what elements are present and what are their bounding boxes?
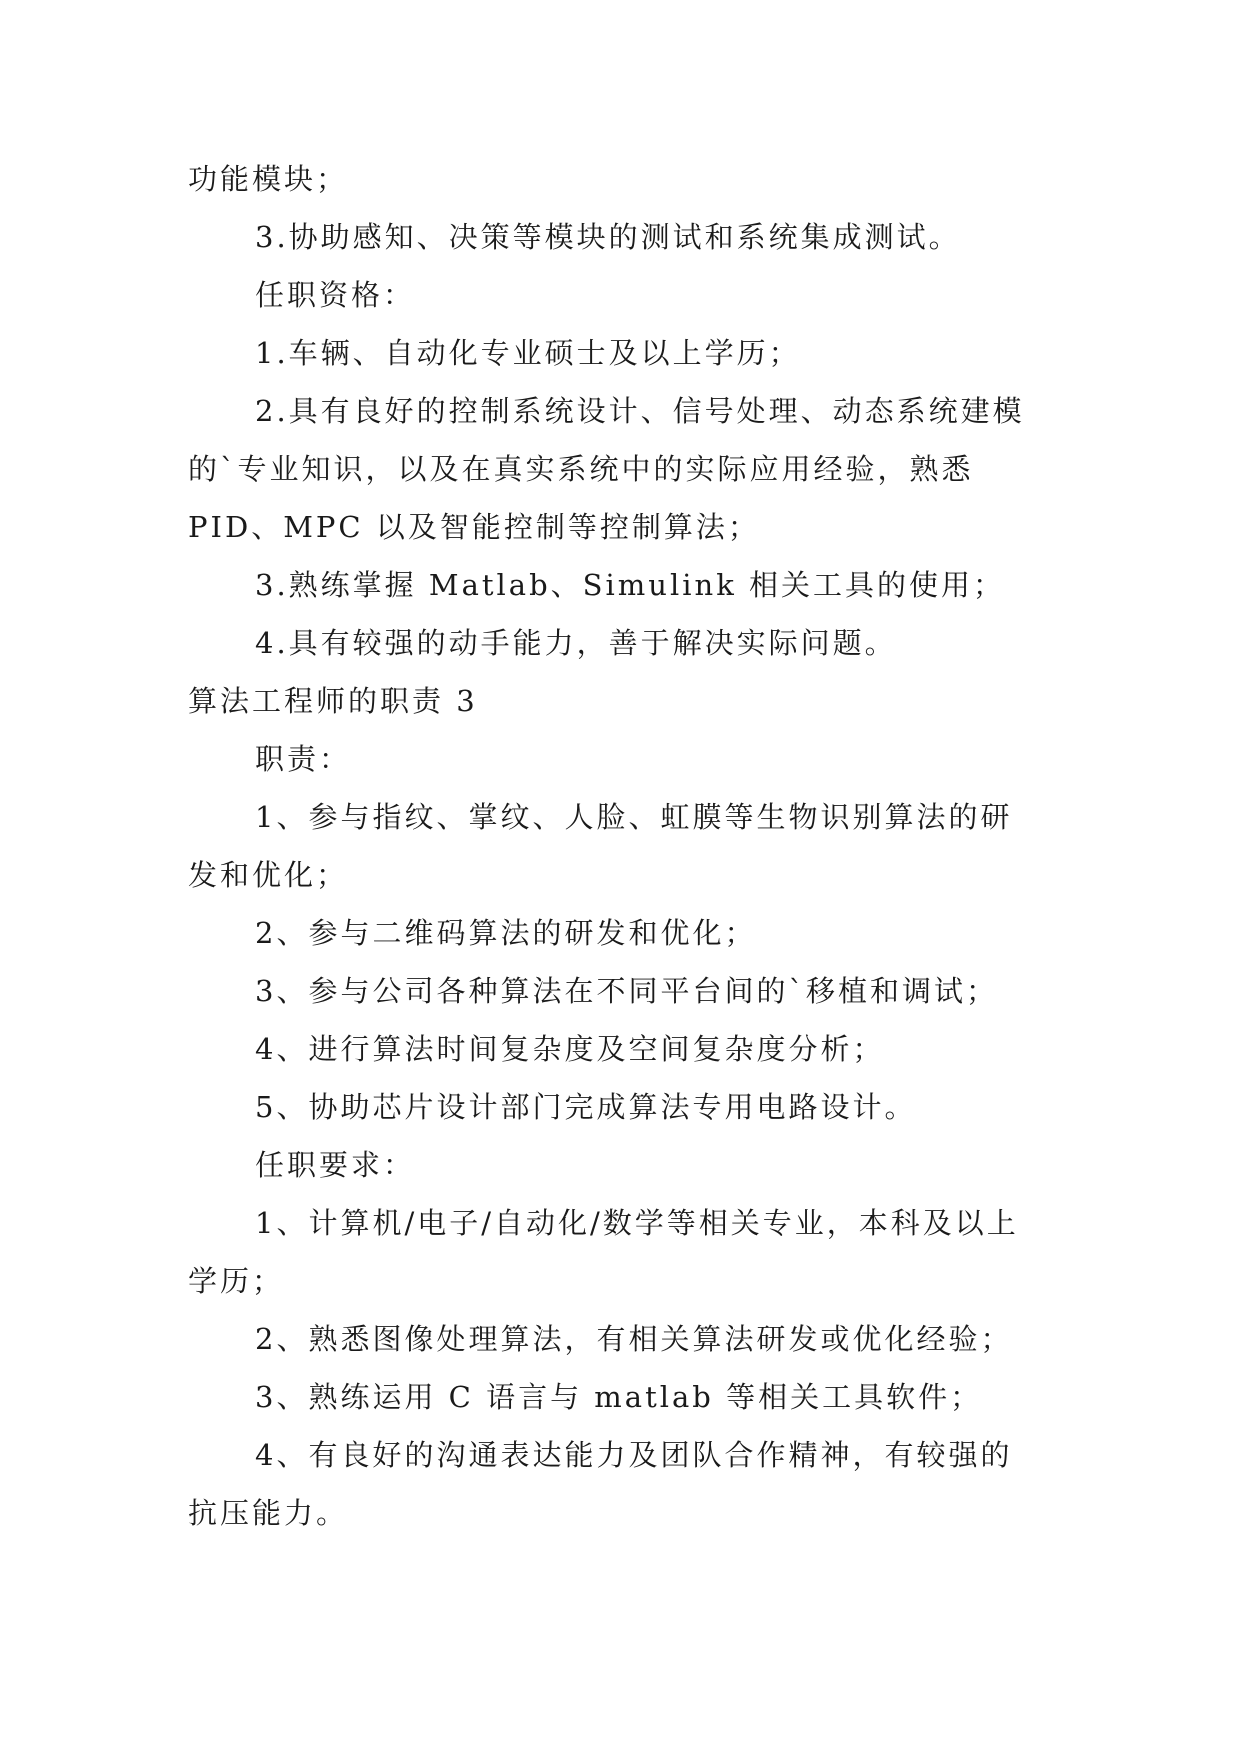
text-line: 3.熟练掌握 Matlab、Simulink 相关工具的使用； — [255, 568, 1005, 602]
text-line: 1、参与指纹、掌纹、人脸、虹膜等生物识别算法的研 — [255, 800, 1013, 834]
section-heading: 职责： — [255, 742, 352, 776]
text-line: 的`专业知识，以及在真实系统中的实际应用经验，熟悉 — [188, 452, 974, 486]
text-line: 2.具有良好的控制系统设计、信号处理、动态系统建模 — [255, 394, 1025, 428]
text-line: 4、有良好的沟通表达能力及团队合作精神，有较强的 — [255, 1438, 1013, 1472]
text-line: 功能模块； — [188, 162, 349, 196]
document-body — [188, 150, 1056, 1542]
text-line: 3、参与公司各种算法在不同平台间的`移植和调试； — [255, 974, 998, 1008]
section-heading: 任职要求： — [255, 1148, 416, 1182]
text-line: 学历； — [188, 1264, 285, 1298]
text-line: 2、参与二维码算法的研发和优化； — [255, 916, 757, 950]
text-line: 发和优化； — [188, 858, 349, 892]
text-line: 抗压能力。 — [188, 1496, 349, 1530]
text-line: 3、熟练运用 C 语言与 matlab 等相关工具软件； — [255, 1380, 983, 1414]
text-line: 4.具有较强的动手能力，善于解决实际问题。 — [255, 626, 897, 660]
section-title: 算法工程师的职责 3 — [188, 684, 478, 718]
text-line: PID、MPC 以及智能控制等控制算法； — [188, 510, 760, 544]
text-line: 5、协助芯片设计部门完成算法专用电路设计。 — [255, 1090, 917, 1124]
text-line: 3.协助感知、决策等模块的测试和系统集成测试。 — [255, 220, 961, 254]
section-heading: 任职资格： — [255, 278, 416, 312]
text-line: 2、熟悉图像处理算法，有相关算法研发或优化经验； — [255, 1322, 1013, 1356]
text-line: 4、进行算法时间复杂度及空间复杂度分析； — [255, 1032, 885, 1066]
text-line: 1.车辆、自动化专业硕士及以上学历； — [255, 336, 801, 370]
text-line: 1、计算机/电子/自动化/数学等相关专业，本科及以上 — [255, 1206, 1019, 1240]
